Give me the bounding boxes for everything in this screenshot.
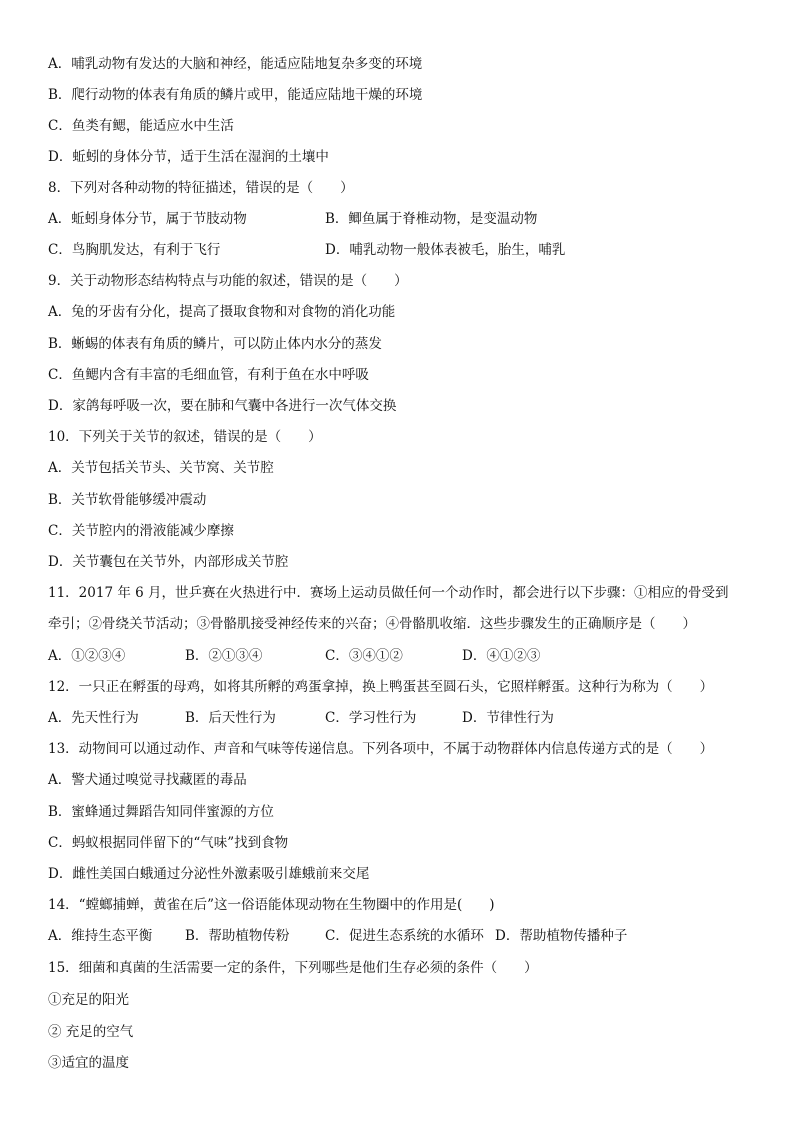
- q10-option-a: A．关节包括关节头、关节窝、关节腔: [48, 460, 274, 476]
- q14-option-d: D．帮助植物传播种子: [495, 928, 628, 944]
- q12-option-c: C．学习性行为: [325, 710, 417, 726]
- q12-option-d: D．节律性行为: [462, 710, 554, 726]
- q9-option-d: D．家鸽每呼吸一次，要在肺和气囊中各进行一次气体交换: [48, 398, 397, 414]
- q15-item-2: ② 充足的空气: [48, 1024, 134, 1040]
- q7-option-c: C．鱼类有鳃，能适应水中生活: [48, 118, 234, 134]
- q9-option-b: B．蜥蜴的体表有角质的鳞片，可以防止体内水分的蒸发: [48, 336, 382, 352]
- q11-option-d: D．④①②③: [462, 648, 541, 664]
- q8-option-d: D．哺乳动物一般体表被毛，胎生，哺乳: [325, 242, 566, 258]
- q15-stem: 15．细菌和真菌的生活需要一定的条件，下列哪些是他们生存必须的条件（ ）: [48, 960, 538, 976]
- q11-stem-line-2: 牵引；②骨绕关节活动；③骨骼肌接受神经传来的兴奋；④骨骼肌收缩．这些步骤发生的正确顺序是（ ）: [48, 616, 696, 632]
- q11-option-a: A．①②③④: [48, 648, 126, 664]
- q12-option-a: A．先天性行为: [48, 710, 139, 726]
- q9-option-a: A．兔的牙齿有分化，提高了摄取食物和对食物的消化功能: [48, 304, 396, 320]
- q7-option-a: A．哺乳动物有发达的大脑和神经，能适应陆地复杂多变的环境: [48, 56, 423, 72]
- q7-option-d: D．蚯蚓的身体分节，适于生活在湿润的土壤中: [48, 149, 329, 165]
- q14-stem: 14．“螳螂捕蝉，黄雀在后”这一俗语能体现动物在生物圈中的作用是( ): [48, 897, 495, 913]
- q12-stem: 12．一只正在孵蛋的母鸡，如将其所孵的鸡蛋拿掉，换上鸭蛋甚至圆石头，它照样孵蛋。这种行为称为（ ）: [48, 679, 714, 695]
- q10-option-d: D．关节囊包在关节外，内部形成关节腔: [48, 554, 289, 570]
- q8-option-a: A．蚯蚓身体分节，属于节肢动物: [48, 211, 247, 227]
- q13-option-c: C．蚂蚁根据同伴留下的“气味”找到食物: [48, 835, 289, 851]
- q7-option-b: B．爬行动物的体表有角质的鳞片或甲，能适应陆地干燥的环境: [48, 87, 423, 103]
- q9-option-c: C．鱼鳃内含有丰富的毛细血管，有利于鱼在水中呼吸: [48, 367, 369, 383]
- q8-option-c: C．鸟胸肌发达，有利于飞行: [48, 242, 221, 258]
- q13-option-a: A．警犬通过嗅觉寻找藏匿的毒品: [48, 772, 247, 788]
- q9-stem: 9．关于动物形态结构特点与功能的叙述，错误的是（ ）: [48, 273, 408, 289]
- q10-option-b: B．关节软骨能够缓冲震动: [48, 492, 207, 508]
- q11-option-b: B．②①③④: [185, 648, 263, 664]
- q13-option-d: D．雌性美国白蛾通过分泌性外激素吸引雄蛾前来交尾: [48, 866, 370, 882]
- q15-item-3: ③适宜的温度: [48, 1055, 129, 1071]
- q8-option-b: B．鲫鱼属于脊椎动物，是变温动物: [325, 211, 538, 227]
- q14-option-c: C．促进生态系统的水循环: [325, 928, 484, 944]
- q13-stem: 13．动物间可以通过动作、声音和气味等传递信息。下列各项中，不属于动物群体内信息传递方式的是（ ）: [48, 741, 714, 757]
- q10-stem: 10．下列关于关节的叙述，错误的是（ ）: [48, 429, 322, 445]
- q14-option-a: A．维持生态平衡: [48, 928, 153, 944]
- q8-stem: 8．下列对各种动物的特征描述，错误的是（ ）: [48, 180, 354, 196]
- q11-option-c: C．③④①②: [325, 648, 403, 664]
- q13-option-b: B．蜜蜂通过舞蹈告知同伴蜜源的方位: [48, 804, 274, 820]
- q11-stem-line-1: 11．2017 年 6 月，世乒赛在火热进行中．赛场上运动员做任何一个动作时，都会进行以下步骤：①相应的骨受到: [48, 585, 729, 601]
- q14-option-b: B．帮助植物传粉: [185, 928, 290, 944]
- q12-option-b: B．后天性行为: [185, 710, 276, 726]
- q15-item-1: ①充足的阳光: [48, 992, 129, 1008]
- q10-option-c: C．关节腔内的滑液能减少摩擦: [48, 523, 234, 539]
